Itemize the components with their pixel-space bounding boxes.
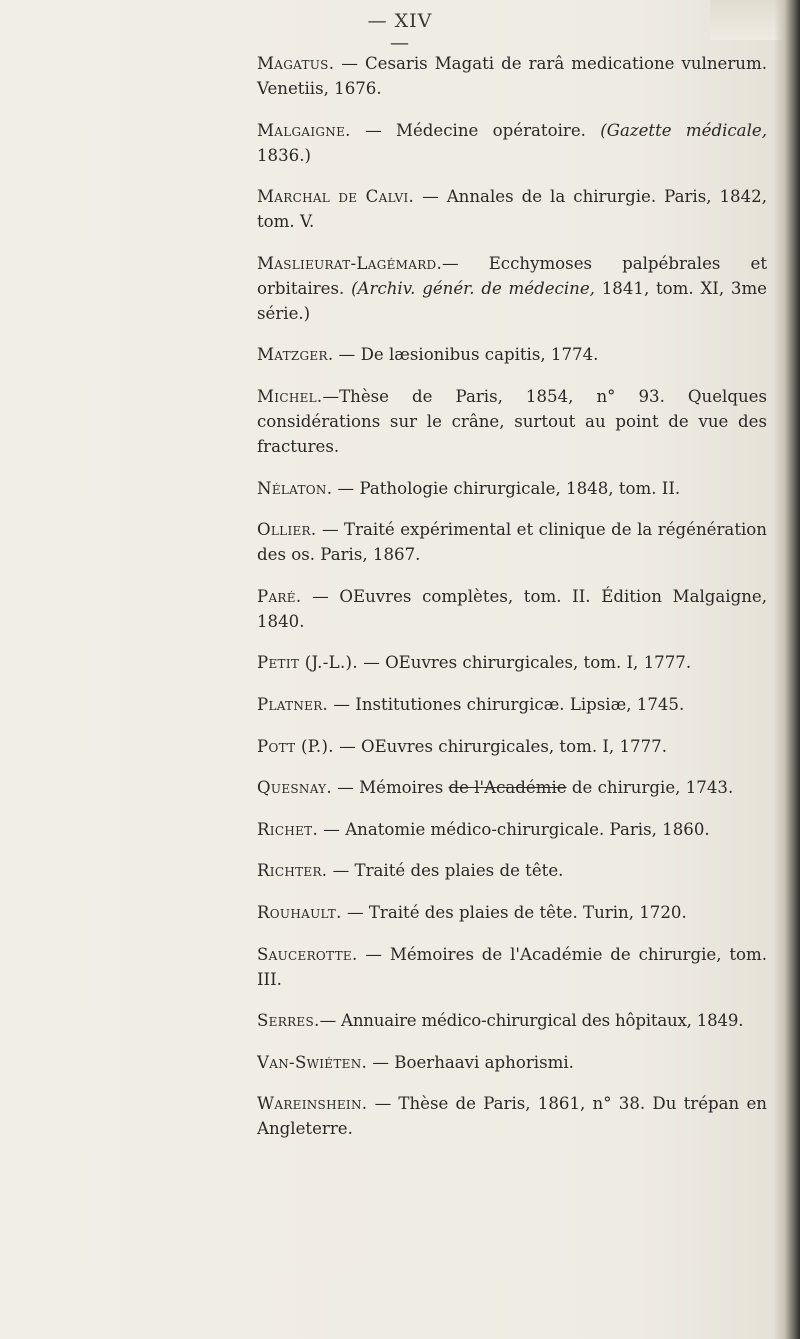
entry-title: Annales de la chirurgie. Paris, 1842, tom. V. [257, 187, 768, 232]
entry-author: Saucerotte. [257, 944, 358, 964]
entry-author: Matzger. [257, 345, 334, 365]
entry-title: Mémoires de l'Académie de chirurgie, tom. III. [257, 944, 767, 989]
entry-author: Richter. [257, 861, 328, 881]
entry-title: Annuaire médico-chirurgical des hôpitaux, 1849. [341, 1011, 744, 1031]
bibliography-entry: Paré. — OEuvres complètes, tom. II. Édition Malgaigne, 1840. [257, 586, 767, 631]
bibliography-entry: Malgaigne. — Médecine opératoire. (Gazette médicale, 1836.) [257, 120, 767, 165]
bibliography-entry: Ollier. — Traité expérimental et clinique de la régénération des os. Paris, 1867. [257, 520, 767, 565]
entry-author: Wareinshein. [257, 1094, 368, 1114]
entry-author: Paré. [257, 586, 302, 606]
bibliography-entry: Matzger. — De læsionibus capitis, 1774. [257, 345, 599, 365]
entry-author: Nélaton. [257, 478, 333, 498]
entry-title: OEuvres chirurgicales, tom. I, 1777. [385, 653, 692, 673]
bibliography-entry: Rouhault. — Traité des plaies de tête. Turin, 1720. [257, 902, 687, 922]
entry-title: Pathologie chirurgicale, 1848, tom. II. [359, 478, 681, 498]
entry-journal: (Gazette médicale, [600, 120, 767, 140]
entry-title: Thèse de Paris, 1861, n° 38. Du trépan en Angleterre. [257, 1094, 767, 1139]
bibliography-entry: Richter. — Traité des plaies de tête. [257, 861, 564, 881]
entry-author: Richet. [257, 819, 319, 839]
struck-text: de l'Académie [448, 778, 567, 798]
entry-title: Traité des plaies de tête. [354, 861, 564, 881]
entry-title: Traité expérimental et clinique de la régénération des os. Paris, 1867. [257, 520, 767, 565]
bibliography-entry: Van-Swiéten. — Boerhaavi aphorismi. [257, 1052, 574, 1072]
entry-author: Petit (J.-L.). [257, 653, 358, 673]
entry-author: Maslieurat-Lagémard. [257, 253, 443, 273]
bibliography-entry: Wareinshein. — Thèse de Paris, 1861, n° 38. Du trépan en Angleterre. [257, 1094, 767, 1139]
bibliography-entry: Platner. — Institutiones chirurgicæ. Lipsiæ, 1745. [257, 694, 685, 714]
entry-title: Institutiones chirurgicæ. Lipsiæ, 1745. [355, 694, 685, 714]
entry-year: de chirurgie, 1743. [566, 778, 734, 798]
bibliography-entry: Serres.— Annuaire médico-chirurgical des hôpitaux, 1849. [257, 1011, 744, 1031]
entry-title: Mémoires [359, 778, 449, 798]
entry-author: Malgaigne. [257, 120, 351, 140]
entry-author: Michel. [257, 386, 323, 406]
entry-author: Quesnay. [257, 778, 332, 798]
entry-title: Ecchymoses palpébrales et orbitaires. [257, 253, 767, 298]
entry-year: 1836.) [257, 145, 311, 165]
bibliography-entry: Maslieurat-Lagémard.— Ecchymoses palpébrales et orbitaires. (Archiv. génér. de médecine, 1841, tom. XI, 3me série.) [257, 253, 768, 323]
bibliography-entry: Petit (J.-L.). — OEuvres chirurgicales, tom. I, 1777. [257, 653, 692, 673]
bibliography-entry: Saucerotte. — Mémoires de l'Académie de chirurgie, tom. III. [257, 944, 767, 989]
entry-title: Médecine opératoire. [395, 120, 601, 140]
entry-title: OEuvres chirurgicales, tom. I, 1777. [360, 736, 667, 756]
bibliography-entry: Quesnay. — Mémoires de l'Académie de chirurgie, 1743. [257, 778, 734, 798]
entry-author: Rouhault. [257, 902, 342, 922]
entry-author: Serres. [257, 1011, 320, 1031]
entry-author: Van-Swiéten. [257, 1052, 368, 1072]
bibliography-entry: Michel.—Thèse de Paris, 1854, n° 93. Quelques considérations sur le crâne, surtout au point de vue des fractures. [257, 386, 767, 456]
bibliography-entry: Magatus. — Cesaris Magati de rarâ medicatione vulnerum. Venetiis, 1676. [257, 54, 768, 98]
page-number: — XIV — [367, 10, 433, 54]
bibliography-entry: Marchal de Calvi. — Annales de la chirurgie. Paris, 1842, tom. V. [257, 187, 768, 232]
entry-author: Ollier. [257, 520, 317, 540]
entry-year: 1841, tom. XI, 3me série.) [257, 278, 768, 323]
entry-author: Platner. [257, 694, 329, 714]
entry-author: Marchal de Calvi. [257, 187, 415, 207]
entry-journal: (Archiv. génér. de médecine, [351, 278, 595, 298]
bibliography-entry: Nélaton. — Pathologie chirurgicale, 1848, tom. II. [257, 478, 681, 498]
bibliography-entry: Pott (P.). — OEuvres chirurgicales, tom. I, 1777. [257, 736, 667, 756]
entry-title: Traité des plaies de tête. Turin, 1720. [368, 902, 687, 922]
entry-title: Boerhaavi aphorismi. [394, 1052, 574, 1072]
bibliography-entry: Richet. — Anatomie médico-chirurgicale. Paris, 1860. [257, 819, 710, 839]
page-edge-shadow [774, 0, 800, 1339]
entry-author: Magatus. [257, 54, 335, 73]
entry-title: Anatomie médico-chirurgicale. Paris, 1860. [345, 819, 710, 839]
entry-author: Pott (P.). [257, 736, 334, 756]
entry-title: Cesaris Magati de rarâ medicatione vulnerum. Venetiis, 1676. [257, 54, 768, 98]
entry-title: Thèse de Paris, 1854, n° 93. Quelques considérations sur le crâne, surtout au point de vue des fractures. [257, 386, 767, 456]
bibliography-list [257, 51, 767, 1147]
entry-title: De læsionibus capitis, 1774. [360, 345, 599, 365]
entry-title: OEuvres complètes, tom. II. Édition Malgaigne, 1840. [257, 586, 767, 631]
